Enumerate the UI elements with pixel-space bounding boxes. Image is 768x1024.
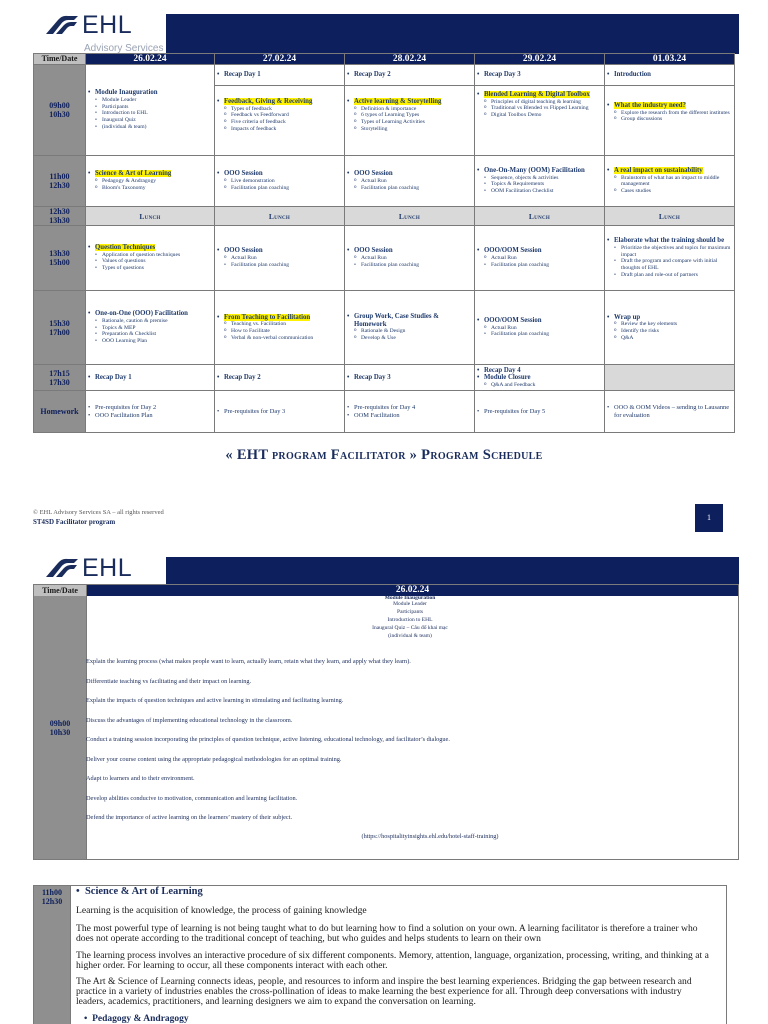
header-bar [166,14,739,54]
time-slot-midmorning: 11h00 12h30 [34,156,86,207]
detail-line: Introduction to EHL [387,617,433,623]
session-cell: • OOO/OOM Session o Actual Run • Facilitation plan coaching [475,291,605,365]
session-cell: • Science & Art of Learning o Pedagogy & Andragogy o Bloom's Taxonomy [86,156,215,207]
paragraph: The learning process involves an interactive procedure of six different components. Memory, attention, language, organization, processing, writing, and thinking at a higher order. For learning to occur, all these components interact with each other. [76,950,709,971]
date-header-3: 28.02.24 [345,54,475,65]
inauguration-title: Module Inauguration [384,595,436,600]
session-cell: • From Teaching to Facilitation o Teaching vs. Facilitation o How to Facilitate o Verbal & non-verbal communication [215,291,345,365]
recap-cell: • Recap Day 1 [86,365,215,391]
recap-cell: • Recap Day 4 • Module Closure o Q&A and Feedback [475,365,605,391]
session-cell: • Module Inauguration • Module Leader • Participants • Introduction to EHL • Inaugural Quiz • (individual & team) [86,65,215,156]
session-cell: • Group Work, Case Studies & Homework o Rationale & Design o Develop & Use [345,291,475,365]
date-header: 26.02.24 [87,585,738,596]
homework-cell: • Pre-requisites for Day 5 [475,391,605,433]
program-name: ST4SD Facilitator program [33,518,116,526]
session-cell: • Recap Day 2 • Active learning & Storytelling o Definition & importance o 6 types of Learning Types o Types of Learning Activities o Storytelling [345,65,475,156]
ehl-logo-icon [44,557,80,579]
schedule-table [33,53,735,433]
header-bar [166,557,739,585]
session-cell: • A real impact on sustainability o Brainstorm of what has an impact to middle management o Cases studies [605,156,735,207]
session-cell: • Introduction • What the industry need? o Explore the research from the different institutes o Group discussions [605,65,735,156]
time-slot-morning: 09h00 10h30 [34,596,87,859]
objective-item: Differentiate teaching vs facilitating and their impact on learning. [86,678,252,685]
objective-item: Deliver your course content using the appropriate pedagogical methodologies for an optimal training. [86,756,342,763]
session-cell: • OOO Session o Live demonstration o Facilitation plan coaching [215,156,345,207]
brand-name: EHL [82,11,133,39]
detail-line: Module Leader [393,601,427,607]
recap-cell: • Recap Day 2 [215,365,345,391]
paragraph: Learning is the acquisition of knowledge, the process of gaining knowledge [76,905,367,916]
homework-cell: • Pre-requisites for Day 3 [215,391,345,433]
corner-header: Time/Date [34,585,87,596]
date-header-5: 01.03.24 [605,54,735,65]
subsection-heading: • Pedagogy & Andragogy [84,1014,189,1024]
document-title: « EHT program Facilitator » Program Schedule [225,447,543,463]
session-cell: • Recap Day 3 • Blended Learning & Digital Toolbox o Principles of digital teaching & learning o Traditional vs Blended vs Flipped Learning o Digital Toolbox Demo [475,65,605,156]
ehl-logo [44,11,133,39]
brand-sub: Advisory Services [84,43,164,54]
session-cell: • OOO Session o Actual Run • Facilitation plan coaching [215,226,345,291]
copyright-text: © EHL Advisory Services SA – all rights reserved [33,509,164,516]
recap-cell: • Recap Day 3 [345,365,475,391]
ehl-logo [44,554,133,582]
time-slot-late: 15h30 17h00 [34,291,86,365]
detail-line: Participants [397,609,423,615]
homework-cell: • OOO & OOM Videos – sending to Lausanne for evaluation [605,391,735,433]
objective-item: Develop abilities conducive to motivation, communication and learning facilitation. [86,795,298,802]
objective-item: Explain the impacts of question techniques and active learning in stimulating and facilitating learning. [86,697,344,704]
time-slot-recap: 17h15 17h30 [34,365,86,391]
date-header-1: 26.02.24 [86,54,215,65]
time-slot-morning: 09h00 10h30 [34,65,86,156]
paragraph: The Art & Science of Learning connects ideas, people, and resources to inform and inspire the best learning experiences. Bridging the gap between research and practice in a variety of industries enables the cross-pollination of ideas to make learning the best experience for all. Through deep conversations with industry leaders, academics, practitioners, and learning designers we aim to expand the conversation on learning. [76,976,692,1007]
date-header-2: 27.02.24 [215,54,345,65]
paragraph: The most powerful type of learning is not being taught what to do but learning how to find a solution on your own. A learning facilitator is therefore a trainer who does not operate according to the traditional concept of teaching, but who guides and helps students to learn on their own [76,923,698,944]
lunch-cell: Lunch [605,207,735,226]
objective-item: Defend the importance of active learning on the learners’ mastery of their subject. [86,814,293,821]
homework-cell: • Pre-requisites for Day 2 • OOO Facilitation Plan [86,391,215,433]
lunch-cell: Lunch [345,207,475,226]
objective-item: Adapt to learners and to their environment. [86,775,195,782]
homework-cell: • Pre-requisites for Day 4 • OOM Facilitation [345,391,475,433]
ehl-logo-icon [44,14,80,36]
objective-item: Discuss the advantages of implementing educational technology in the classroom. [86,717,293,724]
session-cell: • OOO Session o Actual Run o Facilitation plan coaching [345,156,475,207]
source-url: (https://hospitalityinsights.ehl.edu/hotel-staff-training) [361,833,499,840]
session-cell: • Question Techniques • Application of question techniques • Values of questions • Types of questions [86,226,215,291]
brand-name: EHL [82,554,133,582]
section-heading: • Science & Art of Learning [76,886,203,897]
time-slot-midmorning: 11h00 12h30 [34,886,71,1024]
page-number: 1 [695,504,723,532]
homework-label: Homework [34,391,86,433]
session-cell: • One-On-Many (OOM) Facilitation • Sequence, objects & activities • Topics & Requirements • OOM Facilitation Checklist [475,156,605,207]
lunch-cell: Lunch [475,207,605,226]
time-slot-afternoon: 13h30 15h00 [34,226,86,291]
session-cell: • Elaborate what the training should be • Prioritize the objectives and topics for maximum impact • Draft the program and compare with initial thoughts of EHL • Draft plan and role-out of partners [605,226,735,291]
lunch-cell: Lunch [86,207,215,226]
detail-line: Inaugural Quiz – Câu đố khai mạc [372,625,448,631]
objective-item: Conduct a training session incorporating the principles of question technique, active listening, educational technology, and facilitator’s dialogue. [86,736,450,743]
corner-header: Time/Date [34,54,86,65]
date-header-4: 29.02.24 [475,54,605,65]
session-cell: • One-on-One (OOO) Facilitation • Rationale, caution & premise • Topics & MEP • Preparation & Checklist • OOO Learning Plan [86,291,215,365]
objective-item: Explain the learning process (what makes people want to learn, actually learn, retain what they learn, and apply what they learn). [86,658,411,665]
detail-line: (individual & team) [388,633,432,639]
time-slot-lunch: 12h30 13h30 [34,207,86,226]
session-cell: • Recap Day 1 • Feedback, Giving & Receiving o Types of feedback o Feedback vs Feedforward o Five criteria of feedback o Impacts of feedback [215,65,345,156]
lunch-cell: Lunch [215,207,345,226]
session-cell: • OOO Session o Actual Run • Facilitation plan coaching [345,226,475,291]
session-cell: • Wrap up o Review the key elements o Identify the risks o Q&A [605,291,735,365]
session-cell: • OOO/OOM Session o Actual Run • Facilitation plan coaching [475,226,605,291]
empty-cell [605,365,735,391]
